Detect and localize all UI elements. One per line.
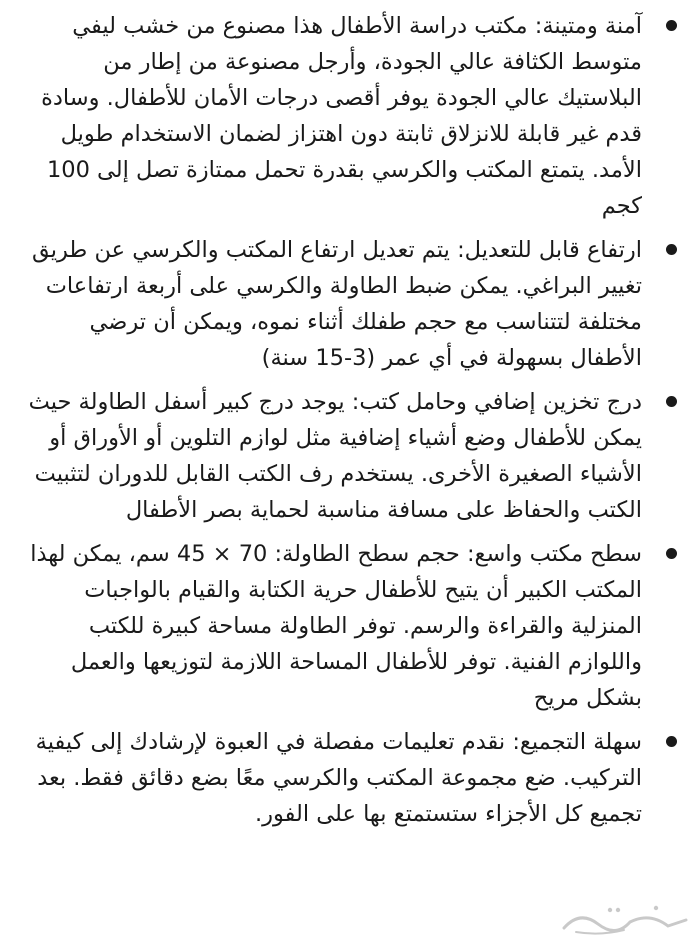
feature-bullet-assembly (20, 724, 682, 832)
bullet-dot-icon (666, 548, 677, 559)
haraj-watermark-logo-icon (560, 902, 692, 938)
bullet-dot-icon (666, 20, 677, 31)
feature-bullet-desk-surface (20, 536, 682, 716)
feature-bullet-adjustable-height (20, 232, 682, 376)
bullet-text: آمنة ومتينة: مكتب دراسة الأطفال هذا مصنوع من خشب ليفي متوسط الكثافة عالي الجودة، وأرجل مصنوعة من إطار من البلاستيك عالي الجودة يوفر أقصى درجات الأمان للأطفال. وسادة قدم غير قابلة للانزلاق ثابتة دون اهتزاز لضمان الاستخدام طويل الأمد. يتمتع المكتب والكرسي بقدرة تحمل ممتازة تصل إلى 100 كجم (41, 13, 642, 219)
feature-bullet-list (20, 8, 682, 840)
feature-bullet-storage (20, 384, 682, 528)
feature-bullet-safety (20, 8, 682, 224)
bullet-text: سطح مكتب واسع: حجم سطح الطاولة: 70 × 45 سم، يمكن لهذا المكتب الكبير أن يتيح للأطفال حرية الكتابة والقيام بالواجبات المنزلية والقراءة والرسم. توفر الطاولة مساحة كبيرة للكتب واللوازم الفنية. توفر للأطفال المساحة اللازمة لتوزيعها والعمل بشكل مريح (30, 541, 642, 711)
bullet-text: ارتفاع قابل للتعديل: يتم تعديل ارتفاع المكتب والكرسي عن طريق تغيير البراغي. يمكن ضبط الطاولة والكرسي على أربعة ارتفاعات مختلفة لتتناسب مع حجم طفلك أثناء نموه، ويمكن أن ترضي الأطفال بسهولة في أي عمر (3-15 سنة) (31, 237, 642, 371)
bullet-dot-icon (666, 396, 677, 407)
bullet-dot-icon (666, 244, 677, 255)
bullet-text: درج تخزين إضافي وحامل كتب: يوجد درج كبير أسفل الطاولة حيث يمكن للأطفال وضع أشياء إضافية مثل لوازم التلوين أو الأوراق أو الأشياء الصغيرة الأخرى. يستخدم رف الكتب القابل للدوران لتثبيت الكتب والحفاظ على مسافة مناسبة لحماية بصر الأطفال (28, 389, 642, 523)
bullet-text: سهلة التجميع: نقدم تعليمات مفصلة في العبوة لإرشادك إلى كيفية التركيب. ضع مجموعة المكتب والكرسي معًا بضع دقائق فقط. بعد تجميع كل الأجزاء ستستمتع بها على الفور. (35, 729, 642, 827)
bullet-dot-icon (666, 736, 677, 747)
